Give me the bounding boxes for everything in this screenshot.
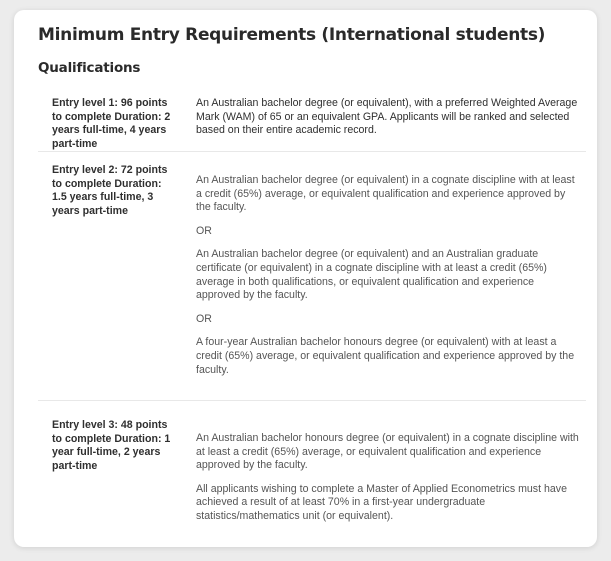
entry-level-2-or-separator: OR [196, 224, 212, 237]
section-title-qualifications: Qualifications [38, 60, 141, 76]
entry-level-3-description [188, 401, 586, 541]
entry-level-2-paragraph: An Australian bachelor degree (or equivalent) and an Australian graduate certificate (or equivalent) in a cognate discipline with at least a credit (65%) average in both qualifications, or equivalent qualification and experience approved by the faculty. [196, 248, 547, 302]
entry-level-3-paragraph: All applicants wishing to complete a Master of Applied Econometrics must have achieved a result of at least 70% in a first-year undergraduate statistics/mathematics unit (or equivalent). [196, 482, 567, 522]
entry-level-2-paragraph: A four-year Australian bachelor honours degree (or equivalent) with at least a credit (65%) average, or equivalent qualification and experience approved by the faculty. [196, 336, 575, 376]
entry-requirements-card [14, 10, 597, 547]
entry-level-3-label: Entry level 3: 48 points to complete Duration: 1 year full-time, 2 years part-time [52, 419, 171, 472]
entry-level-3-paragraph: An Australian bachelor honours degree (or equivalent) in a cognate discipline with at least a credit (65%) average, or equivalent qualification and experience approved by the faculty. [196, 432, 579, 472]
entry-level-1-label: Entry level 1: 96 points to complete Duration: 2 years full-time, 4 years part-time [52, 97, 171, 150]
entry-level-1-row [38, 87, 586, 152]
entry-level-2-label: Entry level 2: 72 points to complete Duration: 1.5 years full-time, 3 years part-time [52, 164, 168, 217]
entry-level-2-paragraph: An Australian bachelor degree (or equivalent) in a cognate discipline with at least a credit (65%) average, or equivalent qualification and experience approved by the faculty. [196, 174, 575, 214]
page-title: Minimum Entry Requirements (International students) [38, 25, 546, 45]
entry-level-2-or-separator: OR [196, 312, 212, 325]
entry-level-1-description [188, 87, 586, 151]
entry-level-3-row [38, 401, 586, 541]
entry-level-1-paragraph: An Australian bachelor degree (or equivalent), with a preferred Weighted Average Mark (WAM) of 65 or an equivalent GPA. Applicants will be ranked and selected based on their entire academic record. [196, 97, 578, 137]
entry-level-2-description [188, 152, 586, 400]
entry-levels-table [38, 87, 586, 541]
entry-level-2-row [38, 152, 586, 401]
